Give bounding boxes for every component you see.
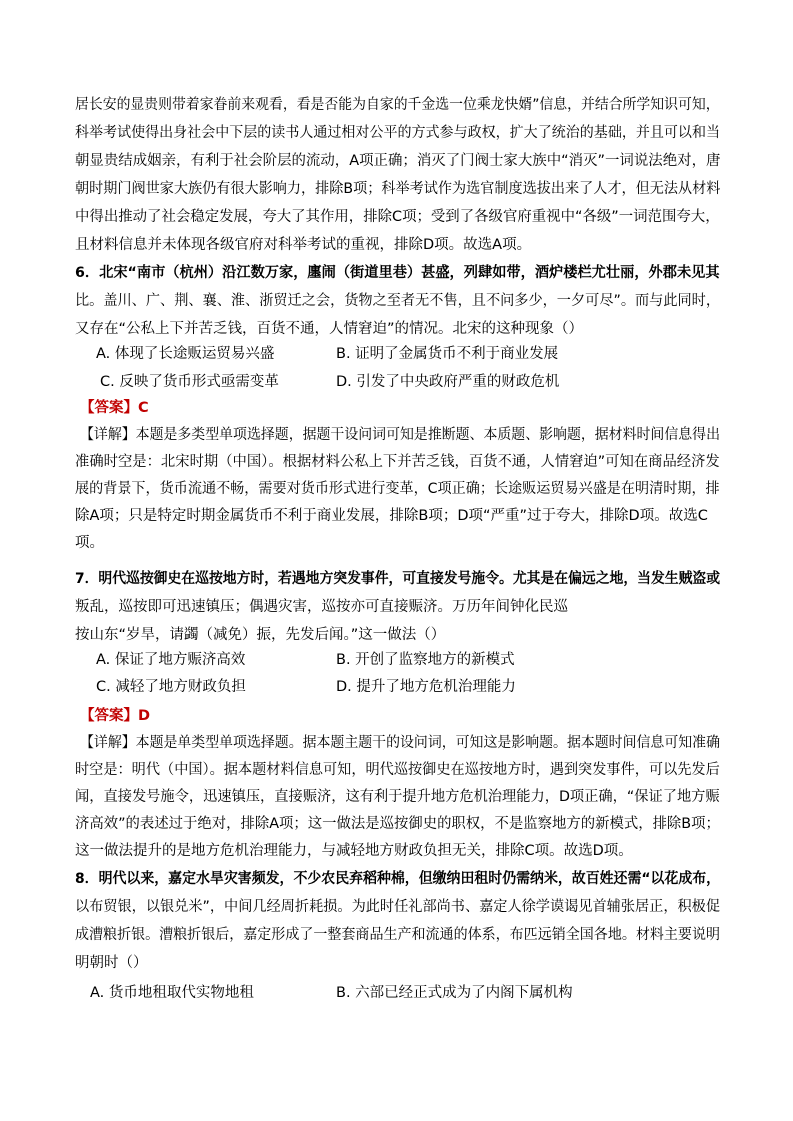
q6-stem-line-2: 比。盖川、广、荆、襄、淮、浙贸迁之会，货物之至者无不售，且不问多少，一夕可尽”。而与此同时， [75, 293, 721, 309]
q6-option-c: C. 反映了货币形式亟需变革 [100, 374, 279, 390]
q7-option-c: C. 减轻了地方财政负担 [96, 679, 246, 695]
prev-detail-line-5: 中得出推动了社会稳定发展，夸大了其作用，排除C项；受到了各级官府重视中“各级”一词范围夸大， [75, 209, 720, 225]
q8-stem-line-2: 以布贸银，以银兑米”，中间几经周折耗损。为此时任礼部尚书、嘉定人徐学谟谒见首辅张居正，积极促 [75, 899, 721, 915]
q8-stem-line-4: 明朝时（） [75, 955, 148, 971]
q7-detail-line-1: 【详解】本题是单类型单项选择题。据本题主题干的设问词，可知这是影响题。据本题时间信息可知准确 [80, 735, 720, 751]
q6-detail-line-5: 项。 [75, 535, 104, 551]
q7-detail-line-2: 时空是：明代（中国）。据本题材料信息可知，明代巡按御史在巡按地方时，遇到突发事件，可以先发后 [75, 762, 720, 778]
q6-option-b: B. 证明了金属货币不利于商业发展 [336, 346, 559, 362]
prev-detail-line-4: 朝时期门阀世家大族仍有很大影响力，排除B项；科举考试作为选官制度选拔出来了人才，但无法从材料 [75, 181, 721, 197]
q7-option-b: B. 开创了监察地方的新模式 [336, 652, 515, 668]
q8-option-a: A. 货币地租取代实物地租 [90, 985, 254, 1001]
prev-detail-line-6: 且材料信息并未体现各级官府对科举考试的重视，排除D项。故选A项。 [75, 237, 532, 253]
q7-option-a: A. 保证了地方赈济高效 [96, 652, 246, 668]
q7-detail-line-4: 济高效”的表述过于绝对，排除A项；这一做法是巡按御史的职权，不是监察地方的新模式，排除B项； [75, 816, 720, 832]
q7-stem-line-1: 7．明代巡按御史在巡按地方时，若遇地方突发事件，可直接发号施令。尤其是在偏远之地，当发生贼盗或 [75, 571, 721, 587]
q7-detail-line-3: 闻，直接发号施令，迅速镇压，直接赈济，这有利于提升地方危机治理能力，D项正确，“保证了地方赈 [75, 789, 720, 805]
q6-answer: 【答案】C [80, 400, 149, 416]
q7-option-d: D. 提升了地方危机治理能力 [336, 679, 516, 695]
q6-detail-line-2: 准确时空是：北宋时期（中国）。根据材料公私上下并苦乏钱，百货不通，人情窘迫”可知在商品经济发 [75, 454, 720, 470]
q8-stem-line-1: 8．明代以来，嘉定水旱灾害频发，不少农民弃稻种棉，但缴纳田租时仍需纳米，故百姓还需“以花成布， [75, 871, 721, 887]
q6-detail-line-4: 除A项；只是特定时期金属货币不利于商业发展，排除B项；D项“严重”过于夸大，排除D项。故选C [75, 508, 708, 524]
q7-stem-line-3: 按山东“岁旱，请蠲（减免）振，先发后闻。”这一做法（） [75, 627, 446, 643]
q6-detail-line-1: 【详解】本题是多类型单项选择题，据题干设问词可知是推断题、本质题、影响题，据材料时间信息得出 [80, 427, 720, 443]
q6-detail-line-3: 展的背景下，货币流通不畅，需要对货币形式进行变革，C项正确；长途贩运贸易兴盛是在明清时期，排 [75, 481, 720, 497]
q7-answer: 【答案】D [80, 708, 151, 724]
q6-stem-line-1: 6．北宋“南市（杭州）沿江数万家，廛闹（街道里巷）甚盛，列肆如带，酒炉楼栏尤壮丽，外郡未见其 [75, 265, 720, 281]
prev-detail-line-2: 科举考试使得出身社会中下层的读书人通过相对公平的方式参与政权，扩大了统治的基础，并且可以和当 [75, 125, 720, 141]
q6-option-d: D. 引发了中央政府严重的财政危机 [336, 374, 560, 390]
prev-detail-line-1: 居长安的显贵则带着家眷前来观看，看是否能为自家的千金选一位乘龙快婿”信息，并结合所学知识可知， [75, 97, 720, 113]
q6-stem-line-3: 又存在“公私上下并苦乏钱，百货不通，人情窘迫”的情况。北宋的这种现象（） [75, 321, 584, 337]
q8-option-b: B. 六部已经正式成为了内阁下属机构 [336, 985, 573, 1001]
q7-detail-line-5: 这一做法提升的是地方危机治理能力，与减轻地方财政负担无关，排除C项。故选D项。 [75, 843, 633, 859]
q7-stem-line-2: 叛乱，巡按即可迅速镇压；偶遇灾害，巡按亦可直接赈济。万历年间钟化民巡 [75, 599, 568, 615]
prev-detail-line-3: 朝显贵结成姻亲，有利于社会阶层的流动，A项正确；消灭了门阀士家大族中“消灭”一词说法绝对，唐 [75, 153, 721, 169]
q6-option-a: A. 体现了长途贩运贸易兴盛 [96, 346, 275, 362]
q8-stem-line-3: 成漕粮折银。漕粮折银后，嘉定形成了一整套商品生产和流通的体系，布匹远销全国各地。材料主要说明 [75, 927, 720, 943]
